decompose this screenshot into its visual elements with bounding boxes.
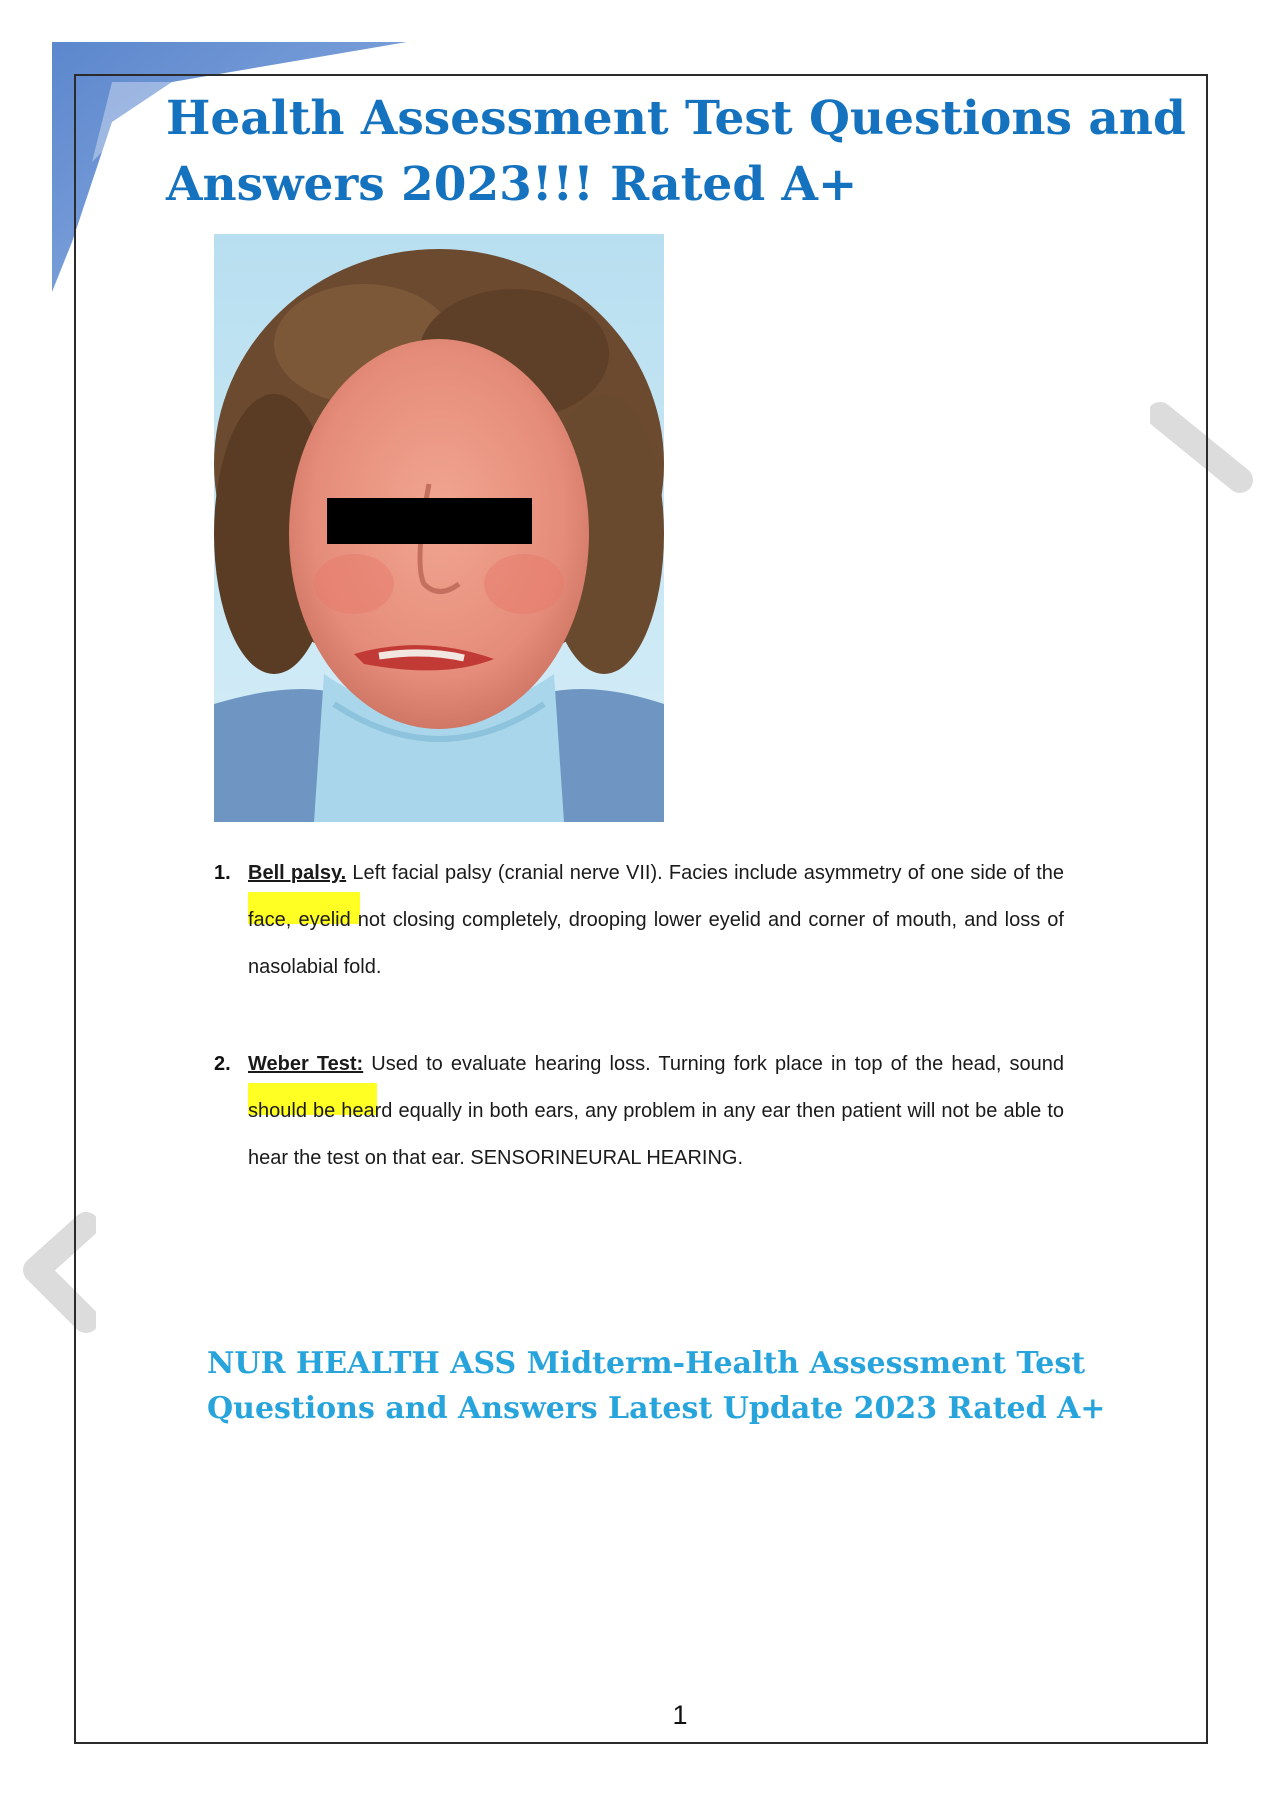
list-item [214,1041,1064,1182]
item-description: Left facial palsy (cranial nerve VII). Facies include asymmetry of one side of the face, eyelid not closing completely, drooping lower eyelid and corner of mouth, and loss of nasolabial fold. [248,862,1064,978]
item-term: Bell palsy. [248,862,347,884]
qa-list [214,850,1064,1232]
page-number: 1 [672,1700,688,1730]
patient-face-photo [214,234,664,822]
item-term: Weber Test: [248,1053,364,1075]
page-title: Health Assessment Test Questions and Answers 2023!!! Rated A+ [166,91,1186,212]
list-item [214,850,1064,991]
item-number: 2. [214,1053,231,1075]
item-description: Used to evaluate hearing loss. Turning fork place in top of the head, sound should be heard equally in both ears, any problem in any ear then patient will not be able to hear the test on that ear. SENSORINEURAL HEARING. [248,1053,1064,1169]
item-text [248,850,1064,991]
section-heading: NUR HEALTH ASS Midterm-Health Assessment Test Questions and Answers Latest Update 2023 Rated A+ [207,1346,1106,1426]
item-number: 1. [214,862,231,884]
item-text [248,1041,1064,1182]
